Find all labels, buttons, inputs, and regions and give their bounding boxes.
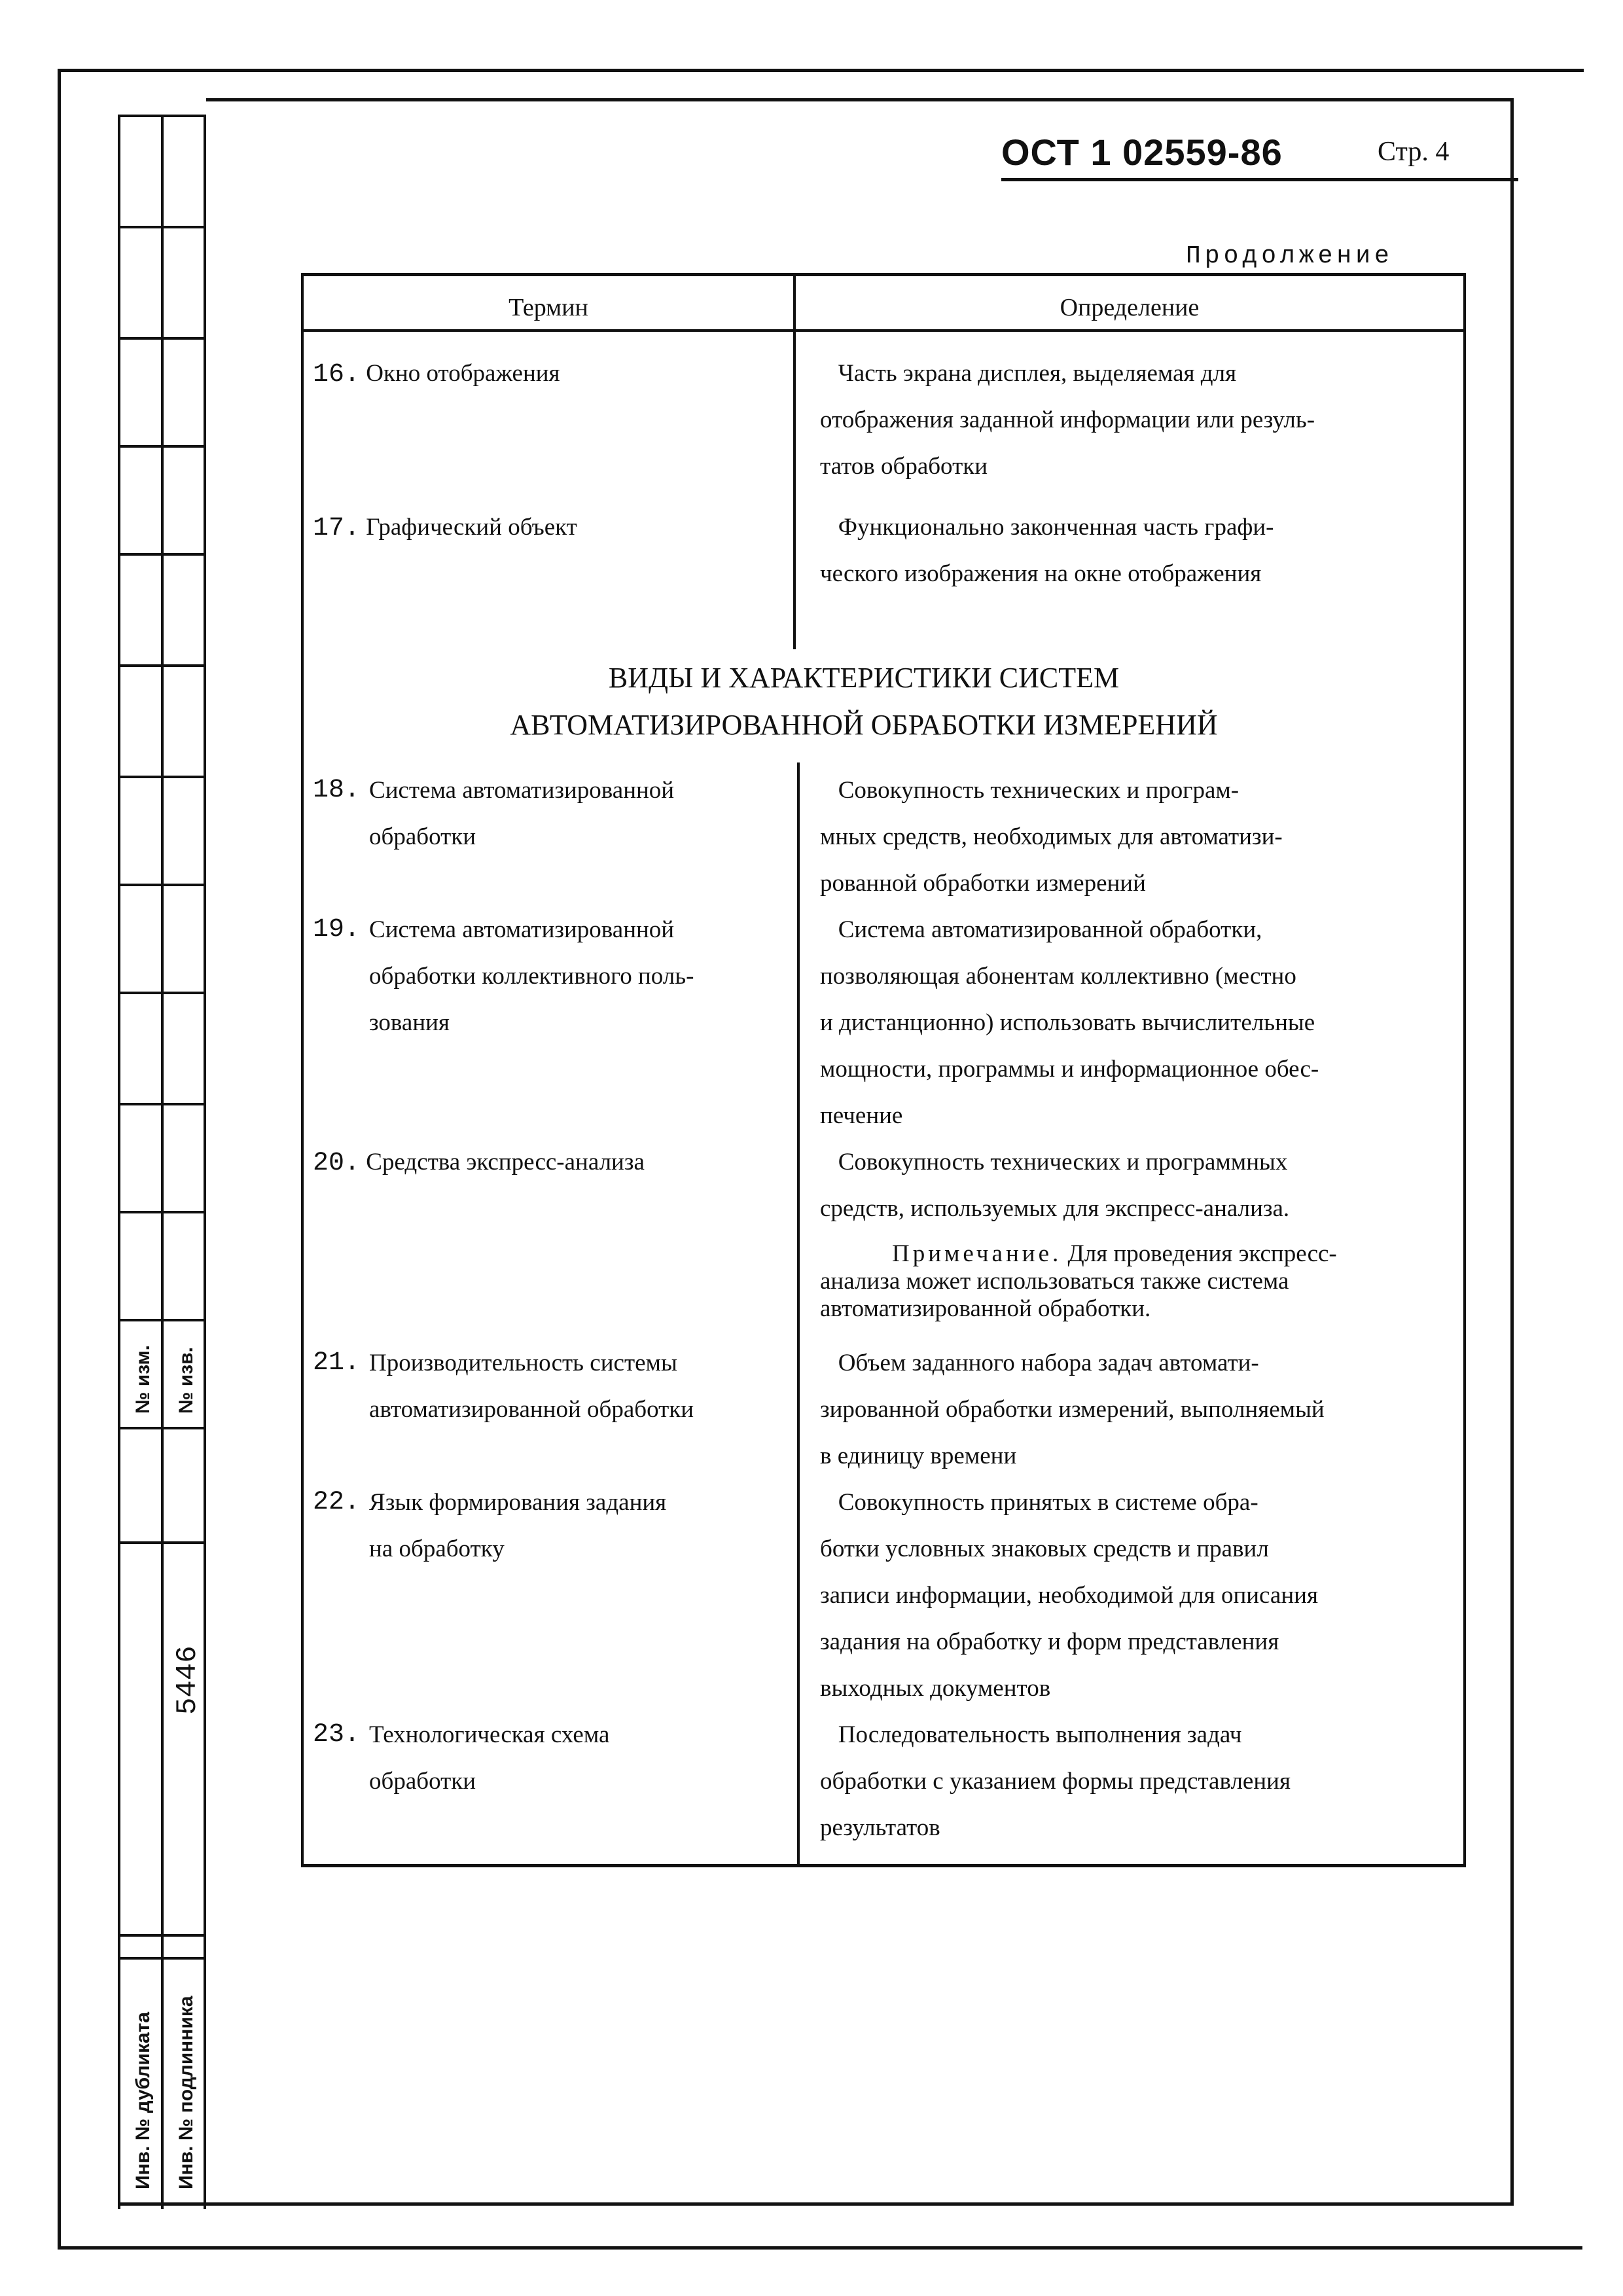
term-16 <box>313 350 560 398</box>
strip-divider <box>118 1211 206 1213</box>
definition-22: Совокупность принятых в системе обра- ботки условных знаковых средств и правил записи информации, необходимой для описания задания на обработку и форм представления выходных документов <box>820 1489 1318 1702</box>
inner-bottom-frame <box>118 2202 1514 2206</box>
strip-divider <box>118 1427 206 1429</box>
note-text: Для проведения экспресс- анализа может использоваться также система автоматизированной обработки. <box>820 1240 1337 1322</box>
table-mid-divider-lower <box>797 762 800 1867</box>
inner-right-frame <box>1510 98 1514 2204</box>
note-label: Примечание. <box>892 1240 1062 1267</box>
term-text: Система автоматизированной обработки коллективного поль- зования <box>369 916 694 1036</box>
continuation-label: Продолжение <box>1186 242 1393 270</box>
term-20 <box>313 1139 645 1187</box>
table-header-bottom <box>301 329 1466 332</box>
definition-19: Система автоматизированной обработки, позволяющая абонентам коллективно (местно и дистанционно) использовать вычислительные мощности, программы и информационное обес- печение <box>820 916 1319 1129</box>
term-number: 20. <box>313 1149 361 1178</box>
term-22 <box>313 1479 666 1572</box>
section-title <box>308 655 1420 749</box>
table-top-border <box>301 273 1466 276</box>
strip-divider <box>118 337 206 340</box>
strip-divider <box>118 992 206 994</box>
table-left-border <box>301 273 304 1867</box>
term-number: 17. <box>313 514 361 543</box>
strip-divider <box>118 1319 206 1321</box>
inventory-number: 5446 <box>171 1645 204 1715</box>
section-title-line-1: ВИДЫ И ХАРАКТЕРИСТИКИ СИСТЕМ <box>608 662 1120 694</box>
definition-17: Функционально законченная часть графи- ческого изображения на окне отображения <box>820 514 1274 587</box>
term-19 <box>313 906 694 1046</box>
header-term: Термин <box>508 294 588 321</box>
strip-divider <box>118 1934 206 1937</box>
term-21 <box>313 1340 694 1433</box>
term-text: Технологическая схема обработки <box>369 1721 610 1795</box>
section-title-line-2: АВТОМАТИЗИРОВАННОЙ ОБРАБОТКИ ИЗМЕРЕНИЙ <box>510 709 1218 741</box>
term-number: 19. <box>313 915 361 944</box>
podl-label: Инв. № подлинника <box>175 1996 197 2189</box>
page-number: Стр. 4 <box>1378 137 1450 167</box>
note-20 <box>820 1240 1337 1323</box>
strip-divider <box>118 553 206 556</box>
bottom-frame-line <box>58 2246 1582 2250</box>
term-number: 18. <box>313 776 361 805</box>
term-number: 16. <box>313 360 361 389</box>
document-code-underline <box>1001 178 1518 181</box>
strip-divider <box>118 1957 206 1960</box>
dubl-label: Инв. № дубликата <box>132 2011 154 2189</box>
definition-21: Объем заданного набора задач автомати- зированной обработки измерений, выполняемый в единицу времени <box>820 1350 1325 1469</box>
strip-divider <box>118 1541 206 1544</box>
document-code: ОСТ 1 02559-86 <box>1001 132 1283 173</box>
strip-divider <box>118 664 206 667</box>
izv-label: № изв. <box>175 1347 197 1414</box>
strip-col-left <box>118 115 120 2209</box>
strip-divider <box>118 1103 206 1105</box>
left-frame-line <box>58 69 61 2248</box>
definition-18: Совокупность технических и програм- мных средств, необходимых для автоматизи- рованной обработки измерений <box>820 777 1283 897</box>
table-mid-divider-upper <box>793 273 796 649</box>
top-frame-line <box>59 69 1584 72</box>
header-definition: Определение <box>1060 294 1200 321</box>
term-text: Окно отображения <box>366 360 560 387</box>
term-18 <box>313 767 674 860</box>
term-text: Производительность системы автоматизированной обработки <box>369 1350 694 1423</box>
term-number: 22. <box>313 1488 361 1517</box>
term-number: 23. <box>313 1720 361 1749</box>
definition-20: Совокупность технических и программных средств, используемых для экспресс-анализа. <box>820 1149 1290 1222</box>
term-text: Система автоматизированной обработки <box>369 777 675 850</box>
term-text: Средства экспресс-анализа <box>366 1149 645 1175</box>
term-text: Язык формирования задания на обработку <box>369 1489 667 1562</box>
strip-divider <box>118 226 206 228</box>
inner-top-frame <box>206 98 1512 101</box>
term-23 <box>313 1712 609 1804</box>
strip-divider <box>118 776 206 778</box>
definition-16: Часть экрана дисплея, выделяемая для отображения заданной информации или резуль- татов обработки <box>820 360 1315 480</box>
table-right-border <box>1463 273 1466 1867</box>
table-bottom-border <box>301 1864 1466 1867</box>
strip-col-right <box>204 115 206 2209</box>
term-number: 21. <box>313 1348 361 1378</box>
term-17 <box>313 504 577 552</box>
strip-divider <box>118 884 206 886</box>
strip-divider <box>118 445 206 448</box>
izm-label: № изм. <box>132 1345 154 1414</box>
strip-col-mid <box>161 115 164 2209</box>
definition-23: Последовательность выполнения задач обработки с указанием формы представления результатов <box>820 1721 1291 1841</box>
strip-divider <box>118 115 206 117</box>
margin-strip <box>118 115 206 2209</box>
term-text: Графический объект <box>366 514 577 541</box>
